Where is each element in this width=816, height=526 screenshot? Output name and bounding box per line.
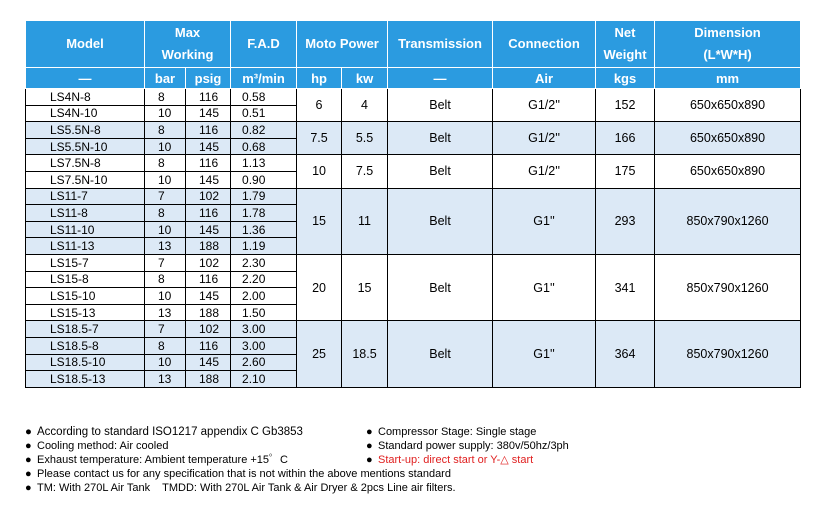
cell-transmission: Belt xyxy=(388,254,493,320)
cell-bar: 10 xyxy=(145,171,186,188)
cell-fad: 0.68 xyxy=(231,138,297,155)
cell-fad: 2.30 xyxy=(231,254,297,271)
table-row xyxy=(26,89,801,106)
cell-psig: 145 xyxy=(186,221,231,238)
cell-kw: 18.5 xyxy=(342,321,388,387)
unit-hp: hp xyxy=(297,68,342,89)
cell-hp: 20 xyxy=(297,254,342,320)
cell-kw: 7.5 xyxy=(342,155,388,188)
bullet-icon: ● xyxy=(25,440,32,452)
cell-connection: G1/2'' xyxy=(493,89,596,122)
header-net-weight xyxy=(596,21,655,68)
cell-psig: 102 xyxy=(186,321,231,338)
cell-weight: 166 xyxy=(596,122,655,155)
cell-bar: 13 xyxy=(145,238,186,255)
header-net-weight-line2: Weight xyxy=(603,47,647,62)
cell-fad: 2.20 xyxy=(231,271,297,288)
cell-fad: 2.60 xyxy=(231,354,297,371)
cell-dimension: 650x650x890 xyxy=(655,122,801,155)
cell-model: LS7.5N-8 xyxy=(26,155,145,172)
cell-psig: 145 xyxy=(186,138,231,155)
header-transmission: Transmission xyxy=(388,21,493,68)
cell-transmission: Belt xyxy=(388,155,493,188)
cell-model: LS4N-8 xyxy=(26,89,145,106)
bullet-icon: ● xyxy=(25,468,32,480)
cell-dimension: 850x790x1260 xyxy=(655,254,801,320)
unit-connection: Air xyxy=(493,68,596,89)
model-group xyxy=(26,122,801,155)
cell-hp: 6 xyxy=(297,89,342,122)
model-group xyxy=(26,254,801,320)
cell-kw: 4 xyxy=(342,89,388,122)
bullet-icon: ● xyxy=(366,426,373,438)
unit-kw: kw xyxy=(342,68,388,89)
table-row xyxy=(26,122,801,139)
spec-table xyxy=(25,20,801,388)
cell-bar: 13 xyxy=(145,304,186,321)
bullet-icon: ● xyxy=(366,440,373,452)
cell-bar: 7 xyxy=(145,188,186,205)
cell-psig: 102 xyxy=(186,254,231,271)
unit-transmission: — xyxy=(388,68,493,89)
note-startup: ● Start-up: direct start or Y-△ start xyxy=(366,454,534,466)
cell-connection: G1/2'' xyxy=(493,122,596,155)
bullet-icon: ● xyxy=(25,454,32,466)
cell-model: LS11-13 xyxy=(26,238,145,255)
header-fad: F.A.D xyxy=(231,21,297,68)
cell-model: LS11-8 xyxy=(26,205,145,222)
cell-bar: 10 xyxy=(145,105,186,122)
cell-model: LS18.5-10 xyxy=(26,354,145,371)
header-dimension-line1: Dimension xyxy=(694,25,761,40)
cell-bar: 7 xyxy=(145,321,186,338)
header-dimension xyxy=(655,21,801,68)
cell-fad: 0.51 xyxy=(231,105,297,122)
cell-connection: G1'' xyxy=(493,188,596,254)
cell-dimension: 850x790x1260 xyxy=(655,188,801,254)
bullet-icon: ● xyxy=(25,482,32,494)
note-exhaust-temp: ● Exhaust temperature: Ambient temperature +15゜C xyxy=(25,454,288,466)
header-row-2 xyxy=(26,68,801,89)
cell-bar: 8 xyxy=(145,337,186,354)
bullet-icon: ● xyxy=(366,454,373,466)
table-row xyxy=(26,188,801,205)
cell-bar: 8 xyxy=(145,155,186,172)
cell-bar: 13 xyxy=(145,371,186,388)
cell-weight: 152 xyxy=(596,89,655,122)
cell-bar: 8 xyxy=(145,89,186,106)
unit-dimension: mm xyxy=(655,68,801,89)
note-cooling: ● Cooling method: Air cooled xyxy=(25,440,169,452)
cell-transmission: Belt xyxy=(388,321,493,387)
cell-model: LS4N-10 xyxy=(26,105,145,122)
cell-model: LS5.5N-10 xyxy=(26,138,145,155)
cell-bar: 10 xyxy=(145,138,186,155)
cell-weight: 364 xyxy=(596,321,655,387)
cell-hp: 25 xyxy=(297,321,342,387)
cell-hp: 15 xyxy=(297,188,342,254)
note-power-supply: ● Standard power supply: 380v/50hz/3ph xyxy=(366,440,569,452)
cell-model: LS15-10 xyxy=(26,288,145,305)
cell-fad: 1.50 xyxy=(231,304,297,321)
cell-hp: 10 xyxy=(297,155,342,188)
cell-psig: 116 xyxy=(186,271,231,288)
cell-dimension: 650x650x890 xyxy=(655,89,801,122)
note-standard: ● According to standard ISO1217 appendix C Gb3853 xyxy=(25,426,303,438)
cell-model: LS15-13 xyxy=(26,304,145,321)
cell-model: LS7.5N-10 xyxy=(26,171,145,188)
header-max-working xyxy=(145,21,231,68)
cell-bar: 7 xyxy=(145,254,186,271)
header-max-working-line1: Max xyxy=(174,25,201,40)
cell-model: LS18.5-13 xyxy=(26,371,145,388)
unit-weight: kgs xyxy=(596,68,655,89)
cell-connection: G1/2'' xyxy=(493,155,596,188)
model-group xyxy=(26,188,801,254)
table-row xyxy=(26,321,801,338)
cell-dimension: 850x790x1260 xyxy=(655,321,801,387)
cell-fad: 1.13 xyxy=(231,155,297,172)
header-net-weight-line1: Net xyxy=(614,25,636,40)
header-model: Model xyxy=(26,21,145,68)
cell-fad: 2.00 xyxy=(231,288,297,305)
cell-transmission: Belt xyxy=(388,188,493,254)
cell-kw: 15 xyxy=(342,254,388,320)
unit-fad: m³/min xyxy=(231,68,297,89)
cell-kw: 11 xyxy=(342,188,388,254)
cell-fad: 1.78 xyxy=(231,205,297,222)
bullet-icon: ● xyxy=(25,426,32,438)
cell-bar: 10 xyxy=(145,221,186,238)
unit-model: — xyxy=(26,68,145,89)
cell-model: LS18.5-7 xyxy=(26,321,145,338)
model-group xyxy=(26,321,801,387)
cell-psig: 102 xyxy=(186,188,231,205)
cell-transmission: Belt xyxy=(388,122,493,155)
cell-bar: 10 xyxy=(145,354,186,371)
header-dimension-line2: (L*W*H) xyxy=(703,47,752,62)
cell-model: LS15-8 xyxy=(26,271,145,288)
header-connection: Connection xyxy=(493,21,596,68)
cell-hp: 7.5 xyxy=(297,122,342,155)
cell-fad: 1.36 xyxy=(231,221,297,238)
cell-psig: 116 xyxy=(186,337,231,354)
model-group xyxy=(26,155,801,188)
cell-psig: 188 xyxy=(186,304,231,321)
cell-psig: 116 xyxy=(186,205,231,222)
cell-psig: 145 xyxy=(186,171,231,188)
cell-model: LS11-7 xyxy=(26,188,145,205)
cell-fad: 0.58 xyxy=(231,89,297,106)
cell-bar: 8 xyxy=(145,271,186,288)
note-tm: ● TM: With 270L Air Tank TMDD: With 270L Air Tank & Air Dryer & 2pcs Line air filters. xyxy=(25,482,456,494)
cell-transmission: Belt xyxy=(388,89,493,122)
cell-connection: G1'' xyxy=(493,321,596,387)
cell-fad: 3.00 xyxy=(231,337,297,354)
cell-model: LS5.5N-8 xyxy=(26,122,145,139)
cell-fad: 1.79 xyxy=(231,188,297,205)
unit-bar: bar xyxy=(145,68,186,89)
cell-connection: G1'' xyxy=(493,254,596,320)
cell-bar: 8 xyxy=(145,122,186,139)
cell-bar: 10 xyxy=(145,288,186,305)
cell-fad: 2.10 xyxy=(231,371,297,388)
cell-bar: 8 xyxy=(145,205,186,222)
cell-fad: 0.90 xyxy=(231,171,297,188)
cell-fad: 0.82 xyxy=(231,122,297,139)
model-group xyxy=(26,89,801,122)
cell-fad: 1.19 xyxy=(231,238,297,255)
cell-dimension: 650x650x890 xyxy=(655,155,801,188)
cell-psig: 145 xyxy=(186,354,231,371)
cell-psig: 145 xyxy=(186,105,231,122)
note-contact: ● Please contact us for any specification that is not within the above mentions standard xyxy=(25,468,451,480)
header-row-1 xyxy=(26,21,801,68)
cell-model: LS15-7 xyxy=(26,254,145,271)
cell-psig: 116 xyxy=(186,155,231,172)
cell-weight: 293 xyxy=(596,188,655,254)
table-row xyxy=(26,254,801,271)
cell-fad: 3.00 xyxy=(231,321,297,338)
unit-psig: psig xyxy=(186,68,231,89)
table-row xyxy=(26,155,801,172)
cell-psig: 145 xyxy=(186,288,231,305)
header-moto-power: Moto Power xyxy=(297,21,388,68)
cell-model: LS18.5-8 xyxy=(26,337,145,354)
cell-weight: 341 xyxy=(596,254,655,320)
header-max-working-line2: Working xyxy=(161,47,214,62)
cell-psig: 116 xyxy=(186,122,231,139)
cell-kw: 5.5 xyxy=(342,122,388,155)
cell-psig: 188 xyxy=(186,238,231,255)
cell-weight: 175 xyxy=(596,155,655,188)
cell-model: LS11-10 xyxy=(26,221,145,238)
cell-psig: 116 xyxy=(186,89,231,106)
note-compressor-stage: ● Compressor Stage: Single stage xyxy=(366,426,537,438)
cell-psig: 188 xyxy=(186,371,231,388)
